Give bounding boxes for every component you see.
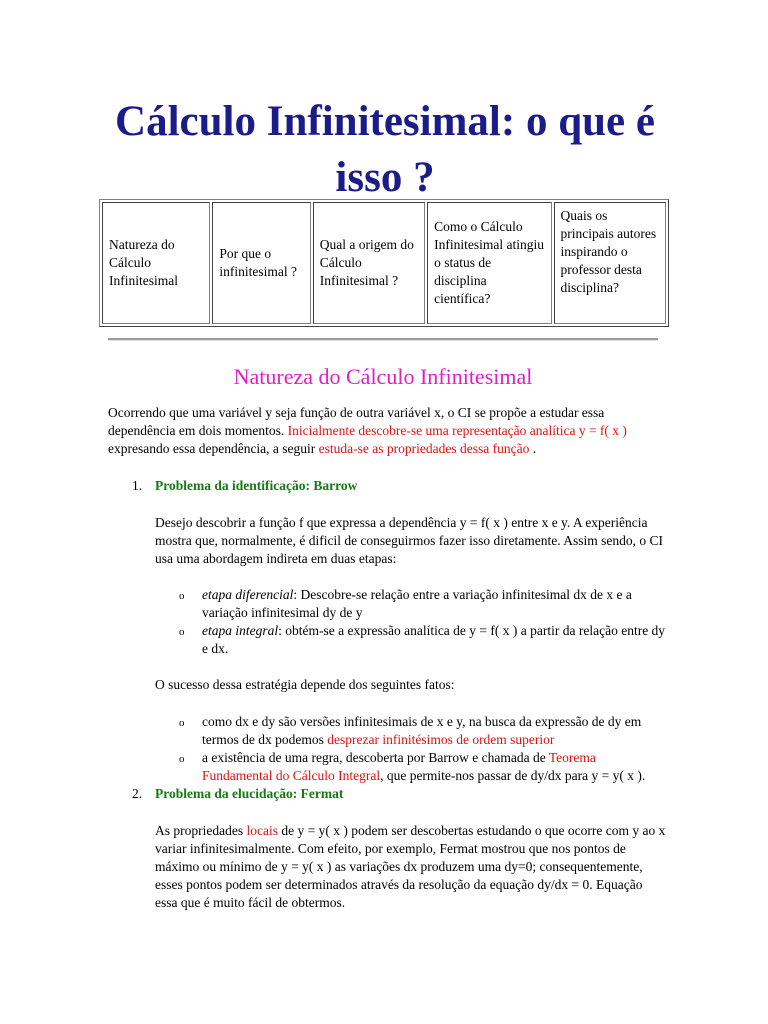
list-item: 1. Problema da identificação: Barrow bbox=[132, 478, 358, 493]
bullet-icon: o bbox=[179, 590, 185, 602]
sub-list-item: o etapa integral: obtém-se a expressão analítica de y = f( x ) a partir da relação entre dy e dx. bbox=[179, 623, 666, 656]
bullet-icon: o bbox=[179, 717, 185, 729]
section-content bbox=[108, 404, 668, 912]
item-heading: Problema da identificação: Barrow bbox=[155, 478, 358, 493]
topic-link-status[interactable]: Como o Cálculo Infinitesimal atingiu o status de disciplina científica? bbox=[427, 202, 551, 324]
paragraph: Desejo descobrir a função f que expressa a dependência y = f( x ) entre x e y. A experiência mostra que, normalmente, é dificil de conseguirmos fazer isso diretamente. Assim sendo, o CI usa uma abordagem indireta em duas etapas: bbox=[155, 515, 663, 566]
separator bbox=[108, 338, 658, 341]
highlight-text: locais bbox=[246, 823, 278, 838]
intro-paragraph: Ocorrendo que uma variável y seja função de outra variável x, o CI se propõe a estudar essa dependência em dois momentos. Inicialmente descobre-se uma representação analítica y = f( x ) expresando essa dependência, a seguir estuda-se as propriedades dessa função . bbox=[108, 405, 627, 456]
sub-list-item: o como dx e dy são versões infinitesimais de x e y, na busca da expressão de dy em termos de dx podemos desprezar infinitésimos de ordem superior bbox=[179, 714, 642, 747]
topic-link-por-que[interactable]: Por que o infinitesimal ? bbox=[212, 202, 310, 324]
topic-link-origem[interactable]: Qual a origem do Cálculo Infinitesimal ? bbox=[313, 202, 425, 324]
topics-table bbox=[99, 199, 669, 327]
highlight-text: estuda-se as propriedades dessa função bbox=[318, 441, 530, 456]
highlight-text: Teorema Fundamental do Cálculo Integral bbox=[202, 750, 596, 783]
bullet-icon: o bbox=[179, 626, 185, 638]
sub-list-item: o etapa diferencial: Descobre-se relação entre a variação infinitesimal dx de x e a variação infinitesimal dy de y bbox=[179, 587, 632, 620]
paragraph: As propriedades locais de y = y( x ) podem ser descobertas estudando o que ocorre com y ao x variar infinitesimalmente. Com efeito, por exemplo, Fermat mostrou que nos pontos de máximo ou mínimo de y = y( x ) as variações dx produzem uma dy=0; consequentemente, esses pontos podem ser determinados através da resolução da equação dy/dx = 0. Equação essa que é muito fácil de obtermos. bbox=[155, 823, 666, 910]
list-item: 2. Problema da elucidação: Fermat bbox=[132, 786, 344, 801]
paragraph: O sucesso dessa estratégia depende dos seguintes fatos: bbox=[155, 677, 455, 692]
highlight-text: Inicialmente descobre-se uma representação analítica y = f( x ) bbox=[287, 423, 627, 438]
page-title: Cálculo Infinitesimal: o que é isso ? bbox=[115, 98, 655, 201]
item-heading: Problema da elucidação: Fermat bbox=[155, 786, 344, 801]
sub-list-item: o a existência de uma regra, descoberta por Barrow e chamada de Teorema Fundamental do Cálculo Integral, que permite-nos passar de dy/dx para y = y( x ). bbox=[179, 750, 646, 783]
topic-link-autores[interactable]: Quais os principais autores inspirando o professor desta disciplina? bbox=[554, 202, 666, 324]
highlight-text: desprezar infinitésimos de ordem superior bbox=[327, 732, 555, 747]
section-title: Natureza do Cálculo Infinitesimal bbox=[233, 364, 533, 389]
topic-link-natureza[interactable]: Natureza do Cálculo Infinitesimal bbox=[102, 202, 210, 324]
bullet-icon: o bbox=[179, 753, 185, 765]
